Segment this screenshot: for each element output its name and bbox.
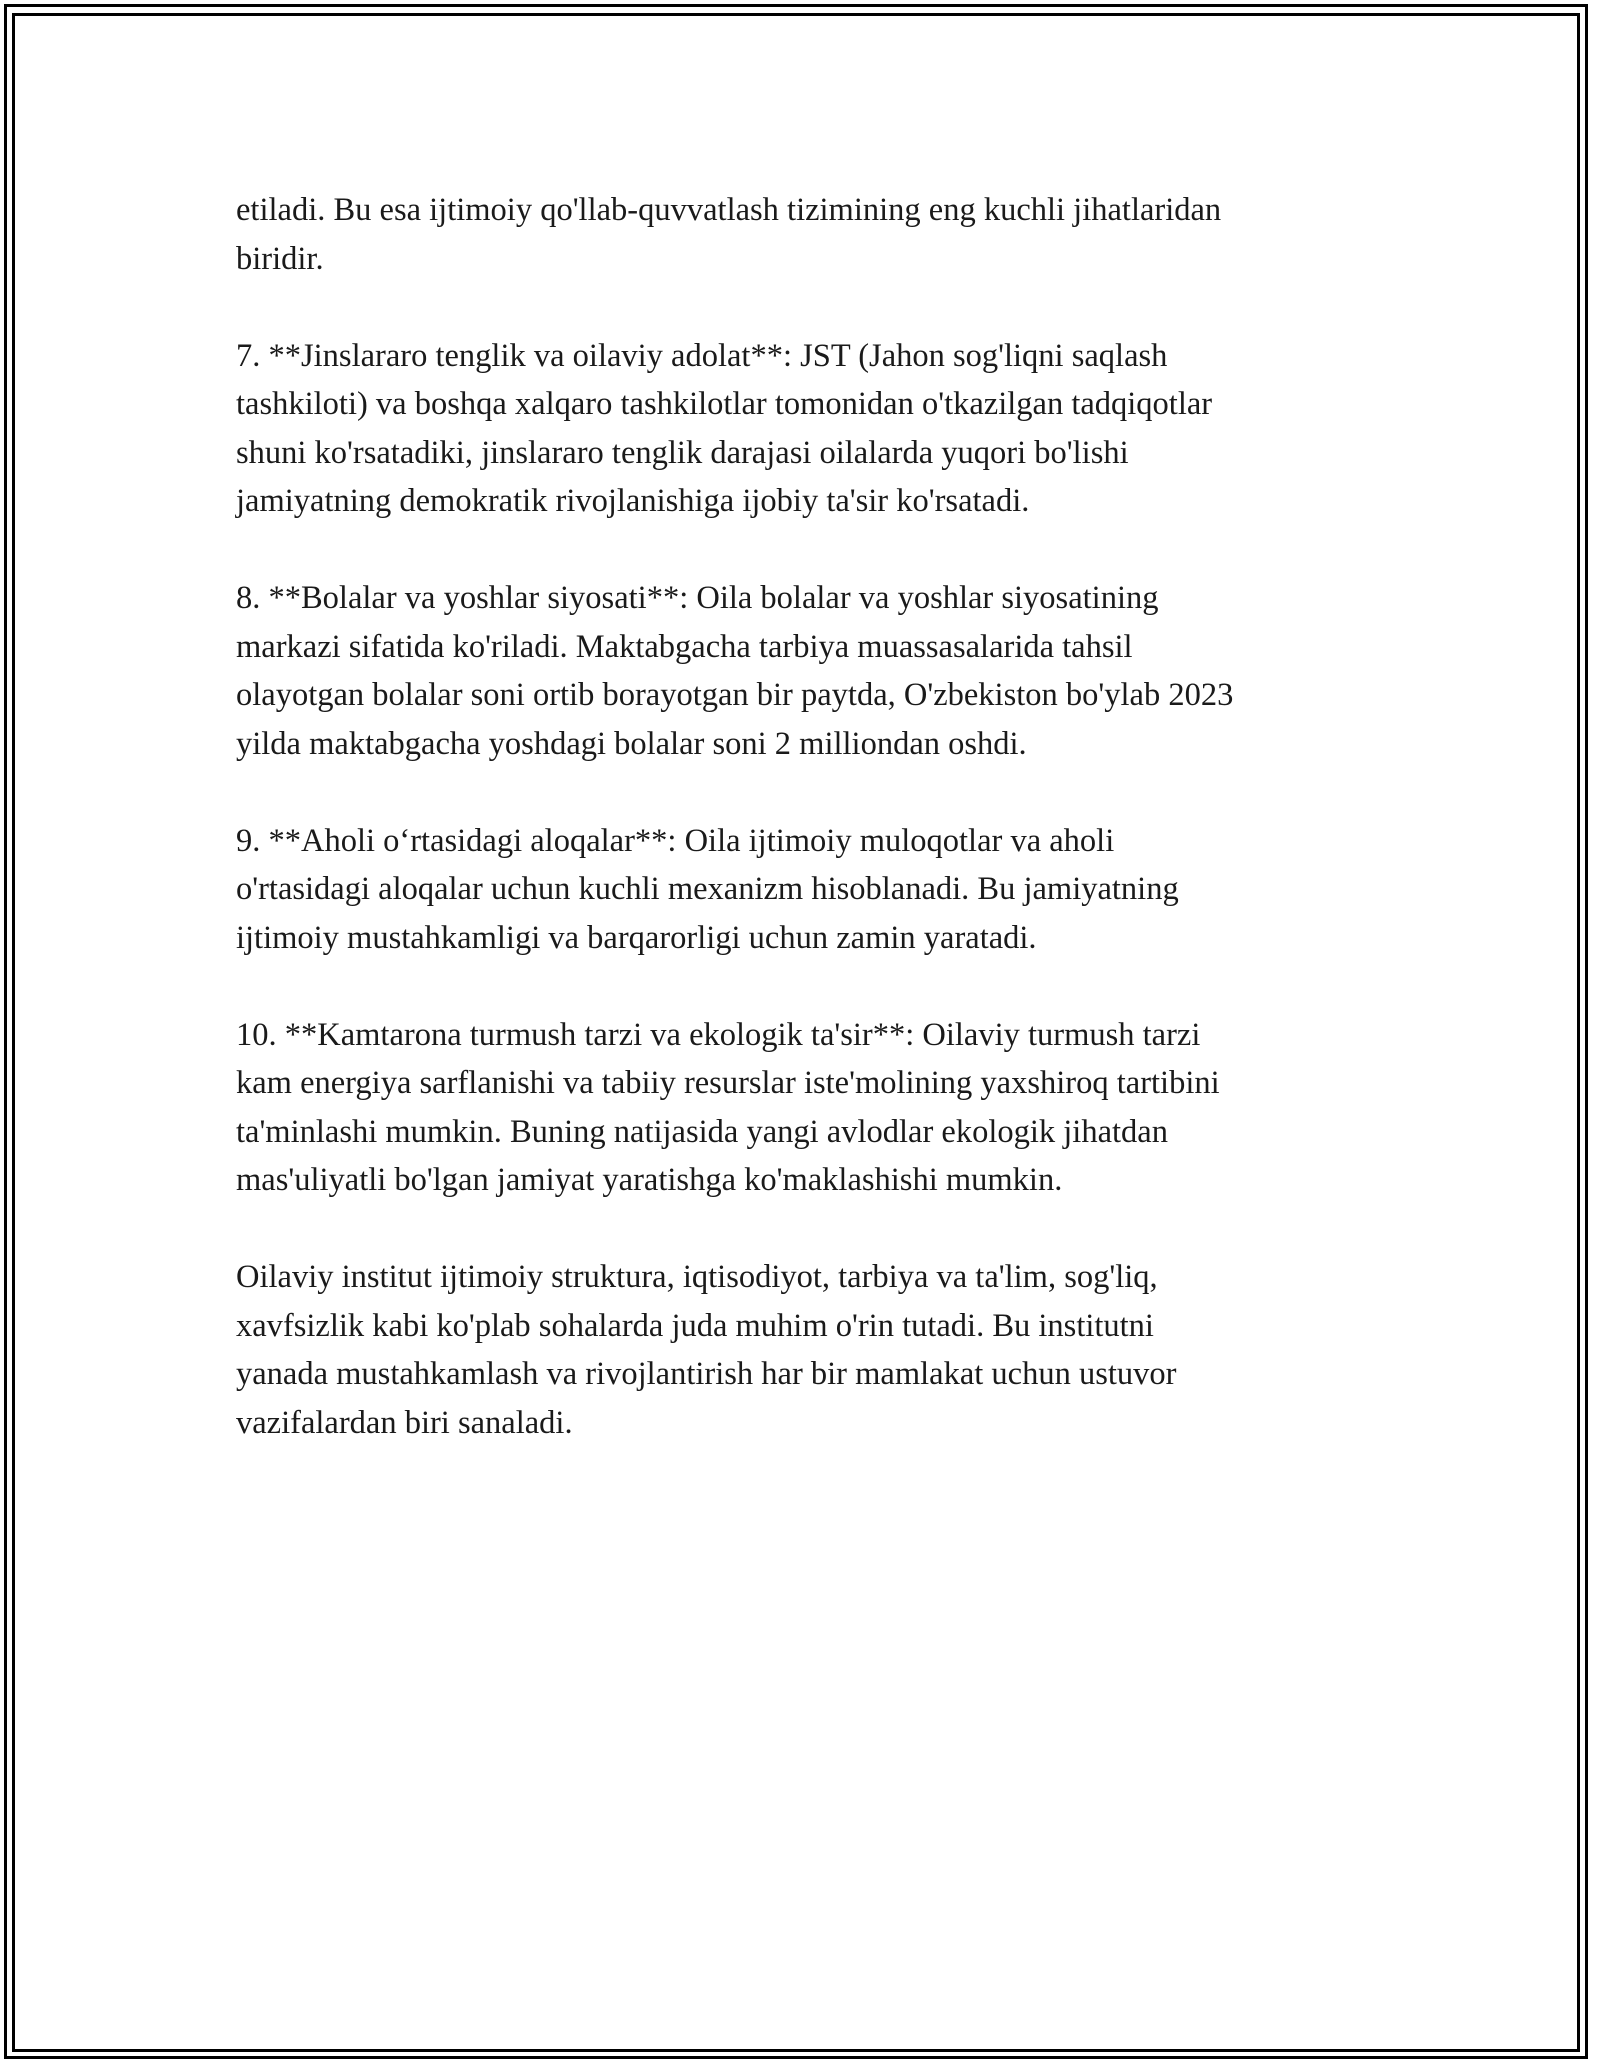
text-line: xavfsizlik kabi ko'plab sohalarda juda muhim o'rin tutadi. Bu institutni	[236, 1307, 1154, 1344]
document-body	[236, 186, 1386, 1447]
paragraph-continuation	[236, 186, 1386, 283]
paragraph-conclusion	[236, 1253, 1386, 1447]
text-line: Oilaviy institut ijtimoiy struktura, iqtisodiyot, tarbiya va ta'lim, sog'liq,	[236, 1259, 1158, 1295]
text-line: vazifalardan biri sanaladi.	[236, 1404, 573, 1441]
text-line: 9. **Aholi o‘rtasidagi aloqalar**: Oila ijtimoiy muloqotlar va aholi	[236, 822, 1115, 859]
text-line: 8. **Bolalar va yoshlar siyosati**: Oila bolalar va yoshlar siyosatining	[236, 580, 1159, 616]
text-line: mas'uliyatli bo'lgan jamiyat yaratishga ko'maklashishi mumkin.	[236, 1162, 1063, 1198]
text-line: etiladi. Bu esa ijtimoiy qo'llab-quvvatlash tizimining eng kuchli jihatlaridan	[236, 192, 1222, 228]
paragraph-item-10	[236, 1011, 1386, 1205]
text-line: jamiyatning demokratik rivojlanishiga ijobiy ta'sir ko'rsatadi.	[236, 483, 1030, 519]
text-line: shuni ko'rsatadiki, jinslararo tenglik darajasi oilalarda yuqori bo'lishi	[236, 434, 1129, 471]
text-line: o'rtasidagi aloqalar uchun kuchli mexanizm hisoblanadi. Bu jamiyatning	[236, 871, 1179, 907]
text-line: tashkiloti) va boshqa xalqaro tashkilotlar tomonidan o'tkazilgan tadqiqotlar	[236, 386, 1213, 422]
paragraph-item-8	[236, 574, 1386, 768]
text-line: biridir.	[236, 240, 324, 277]
text-line: 10. **Kamtarona turmush tarzi va ekologik ta'sir**: Oilaviy turmush tarzi	[236, 1016, 1201, 1053]
text-line: 7. **Jinslararo tenglik va oilaviy adolat**: JST (Jahon sog'liqni saqlash	[236, 337, 1168, 374]
text-line: markazi sifatida ko'riladi. Maktabgacha tarbiya muassasalarida tahsil	[236, 628, 1133, 665]
text-line: yanada mustahkamlash va rivojlantirish har bir mamlakat uchun ustuvor	[236, 1356, 1177, 1392]
text-line: kam energiya sarflanishi va tabiiy resurslar iste'molining yaxshiroq tartibini	[236, 1065, 1220, 1101]
text-line: yilda maktabgacha yoshdagi bolalar soni 2 milliondan oshdi.	[236, 725, 1027, 762]
text-line: ijtimoiy mustahkamligi va barqarorligi uchun zamin yaratadi.	[236, 919, 1037, 956]
paragraph-item-9	[236, 817, 1386, 963]
paragraph-item-7	[236, 332, 1386, 526]
text-line: olayotgan bolalar soni ortib borayotgan bir paytda, O'zbekiston bo'ylab 2023	[236, 677, 1234, 713]
text-line: ta'minlashi mumkin. Buning natijasida yangi avlodlar ekologik jihatdan	[236, 1113, 1168, 1150]
